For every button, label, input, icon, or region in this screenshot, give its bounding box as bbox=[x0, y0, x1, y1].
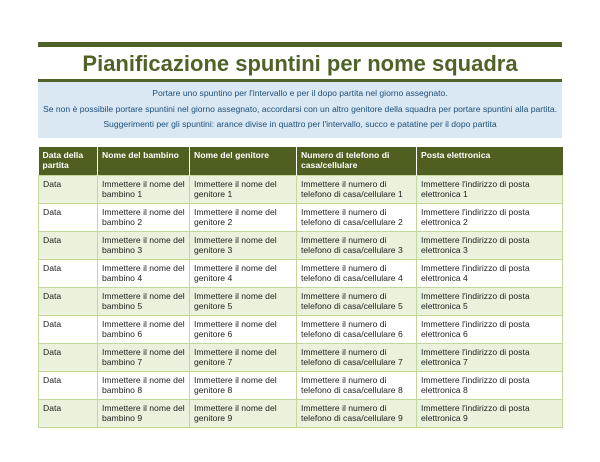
header-email: Posta elettronica bbox=[417, 147, 563, 176]
table-header-row bbox=[39, 147, 563, 176]
cell-phone[interactable]: Immettere il numero di telefono di casa/cellulare 3 bbox=[297, 231, 417, 259]
cell-date[interactable]: Data bbox=[39, 231, 98, 259]
top-rule bbox=[38, 42, 562, 47]
cell-email[interactable]: Immettere l'indirizzo di posta elettronica 8 bbox=[417, 371, 563, 399]
cell-child-name[interactable]: Immettere il nome del bambino 4 bbox=[98, 259, 190, 287]
cell-child-name[interactable]: Immettere il nome del bambino 9 bbox=[98, 399, 190, 427]
cell-date[interactable]: Data bbox=[39, 315, 98, 343]
cell-email[interactable]: Immettere l'indirizzo di posta elettronica 3 bbox=[417, 231, 563, 259]
cell-parent-name[interactable]: Immettere il nome del genitore 8 bbox=[190, 371, 297, 399]
table-row bbox=[39, 175, 563, 203]
page-title: Pianificazione spuntini per nome squadra bbox=[82, 51, 518, 76]
table-row bbox=[39, 399, 563, 427]
header-child-name: Nome del bambino bbox=[98, 147, 190, 176]
cell-email[interactable]: Immettere l'indirizzo di posta elettronica 2 bbox=[417, 203, 563, 231]
header-phone: Numero di telefono di casa/cellulare bbox=[297, 147, 417, 176]
cell-child-name[interactable]: Immettere il nome del bambino 2 bbox=[98, 203, 190, 231]
cell-parent-name[interactable]: Immettere il nome del genitore 6 bbox=[190, 315, 297, 343]
cell-email[interactable]: Immettere l'indirizzo di posta elettronica 7 bbox=[417, 343, 563, 371]
cell-date[interactable]: Data bbox=[39, 399, 98, 427]
cell-child-name[interactable]: Immettere il nome del bambino 5 bbox=[98, 287, 190, 315]
cell-parent-name[interactable]: Immettere il nome del genitore 1 bbox=[190, 175, 297, 203]
table-row bbox=[39, 287, 563, 315]
cell-phone[interactable]: Immettere il numero di telefono di casa/cellulare 5 bbox=[297, 287, 417, 315]
cell-email[interactable]: Immettere l'indirizzo di posta elettronica 9 bbox=[417, 399, 563, 427]
cell-date[interactable]: Data bbox=[39, 287, 98, 315]
cell-parent-name[interactable]: Immettere il nome del genitore 4 bbox=[190, 259, 297, 287]
document-page bbox=[38, 42, 562, 428]
cell-phone[interactable]: Immettere il numero di telefono di casa/cellulare 2 bbox=[297, 203, 417, 231]
cell-child-name[interactable]: Immettere il nome del bambino 7 bbox=[98, 343, 190, 371]
snack-schedule-table bbox=[38, 147, 563, 428]
instructions-box bbox=[38, 79, 562, 138]
cell-email[interactable]: Immettere l'indirizzo di posta elettronica 6 bbox=[417, 315, 563, 343]
table-row bbox=[39, 315, 563, 343]
table-body bbox=[39, 175, 563, 427]
cell-phone[interactable]: Immettere il numero di telefono di casa/cellulare 6 bbox=[297, 315, 417, 343]
cell-parent-name[interactable]: Immettere il nome del genitore 3 bbox=[190, 231, 297, 259]
instruction-line: Portare uno spuntino per l'intervallo e per il dopo partita nel giorno assegnato. bbox=[152, 88, 448, 98]
cell-child-name[interactable]: Immettere il nome del bambino 3 bbox=[98, 231, 190, 259]
table-row bbox=[39, 231, 563, 259]
header-date: Data della partita bbox=[39, 147, 98, 176]
cell-email[interactable]: Immettere l'indirizzo di posta elettronica 4 bbox=[417, 259, 563, 287]
table-row bbox=[39, 371, 563, 399]
table-row bbox=[39, 203, 563, 231]
cell-phone[interactable]: Immettere il numero di telefono di casa/cellulare 4 bbox=[297, 259, 417, 287]
cell-date[interactable]: Data bbox=[39, 371, 98, 399]
cell-phone[interactable]: Immettere il numero di telefono di casa/cellulare 1 bbox=[297, 175, 417, 203]
header-parent-name: Nome del genitore bbox=[190, 147, 297, 176]
cell-phone[interactable]: Immettere il numero di telefono di casa/cellulare 9 bbox=[297, 399, 417, 427]
table-row bbox=[39, 259, 563, 287]
cell-email[interactable]: Immettere l'indirizzo di posta elettronica 5 bbox=[417, 287, 563, 315]
cell-child-name[interactable]: Immettere il nome del bambino 1 bbox=[98, 175, 190, 203]
instruction-line: Suggerimenti per gli spuntini: arance divise in quattro per l'intervallo, succo e patatine per il dopo partita bbox=[103, 119, 497, 129]
cell-parent-name[interactable]: Immettere il nome del genitore 9 bbox=[190, 399, 297, 427]
cell-parent-name[interactable]: Immettere il nome del genitore 5 bbox=[190, 287, 297, 315]
cell-date[interactable]: Data bbox=[39, 203, 98, 231]
cell-date[interactable]: Data bbox=[39, 175, 98, 203]
cell-date[interactable]: Data bbox=[39, 343, 98, 371]
cell-child-name[interactable]: Immettere il nome del bambino 8 bbox=[98, 371, 190, 399]
cell-parent-name[interactable]: Immettere il nome del genitore 2 bbox=[190, 203, 297, 231]
cell-child-name[interactable]: Immettere il nome del bambino 6 bbox=[98, 315, 190, 343]
table-row bbox=[39, 343, 563, 371]
cell-phone[interactable]: Immettere il numero di telefono di casa/cellulare 8 bbox=[297, 371, 417, 399]
cell-email[interactable]: Immettere l'indirizzo di posta elettronica 1 bbox=[417, 175, 563, 203]
cell-parent-name[interactable]: Immettere il nome del genitore 7 bbox=[190, 343, 297, 371]
instruction-line: Se non è possibile portare spuntini nel giorno assegnato, accordarsi con un altro genitore della squadra per portare spuntini alla partita. bbox=[42, 103, 558, 114]
cell-phone[interactable]: Immettere il numero di telefono di casa/cellulare 7 bbox=[297, 343, 417, 371]
cell-date[interactable]: Data bbox=[39, 259, 98, 287]
